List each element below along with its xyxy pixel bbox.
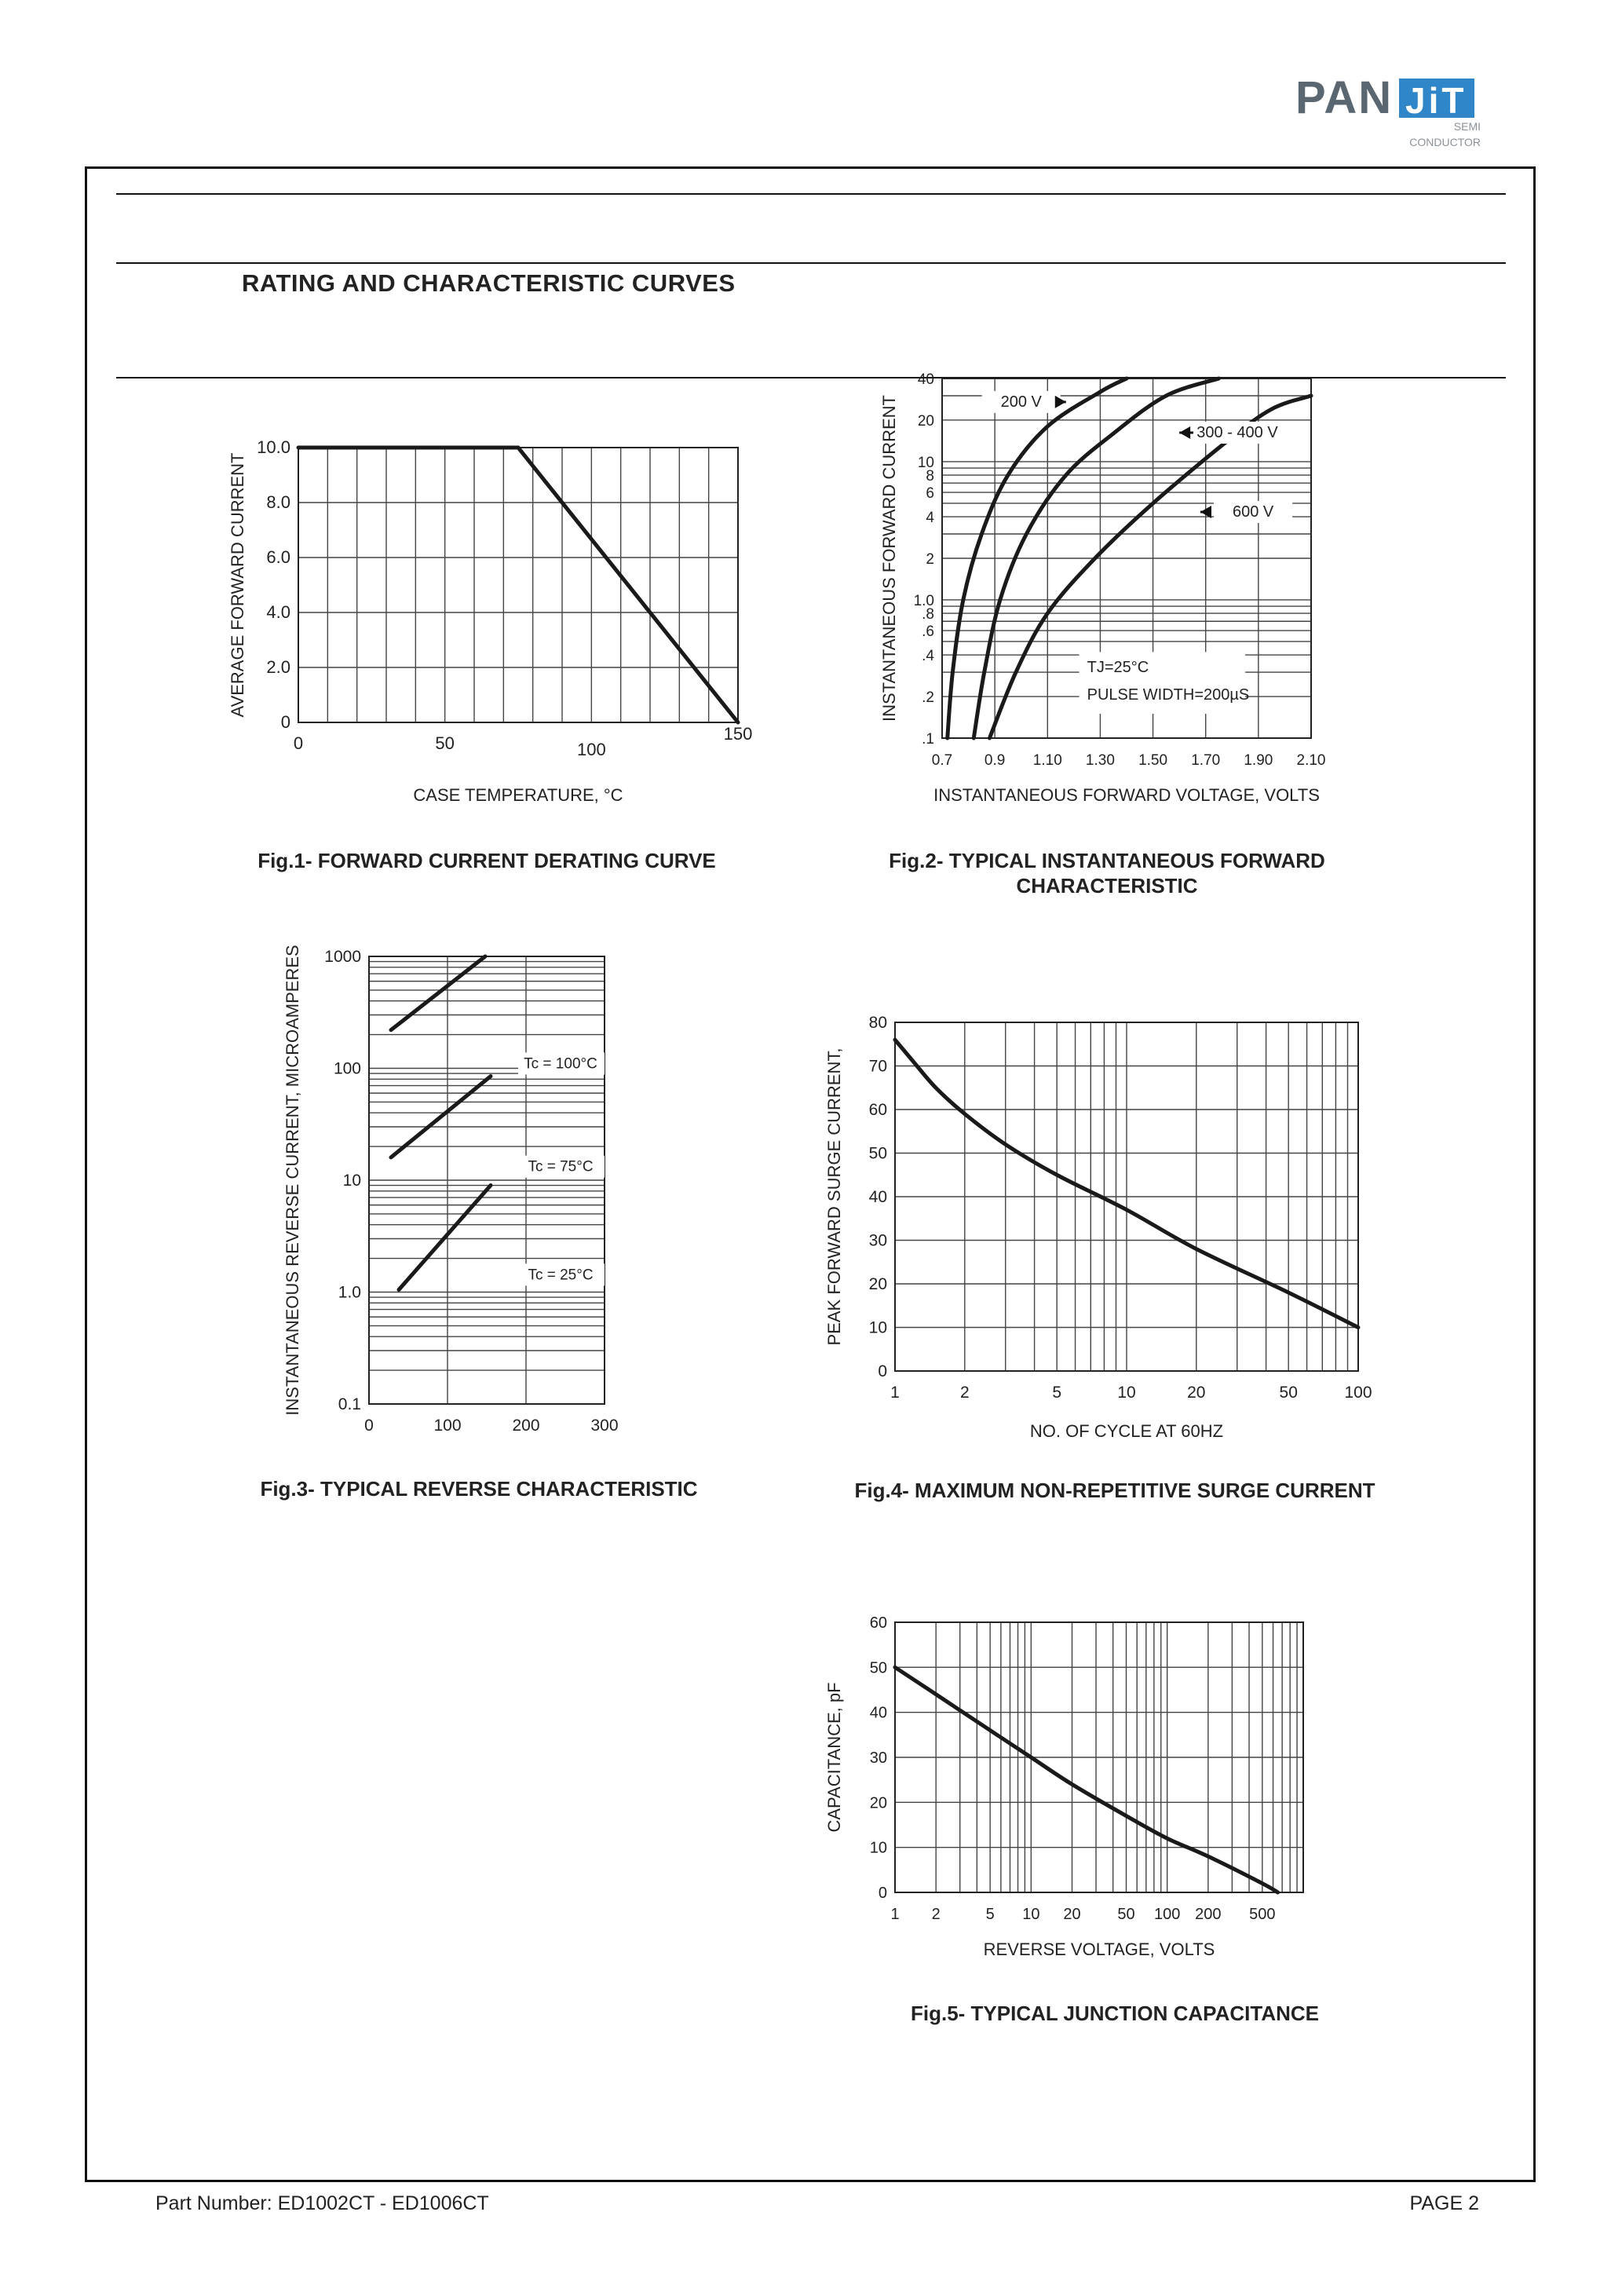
fig4-x-tick-label: 2: [959, 1384, 970, 1402]
fig2-y-tick-label: .1: [922, 731, 934, 748]
fig3-series-label-1: Tc = 100°C: [524, 1055, 597, 1073]
fig2-y-tick-label: 40: [917, 371, 934, 388]
fig2-x-tick-label: 2.10: [1296, 752, 1326, 769]
panjit-logo: [1295, 68, 1523, 154]
fig5-y-tick-label: 50: [869, 1659, 887, 1677]
fig5-x-tick-label: 20: [1063, 1906, 1081, 1923]
fig1-y-axis-label: AVERAGE FORWARD CURRENT: [228, 452, 247, 718]
fig5-y-tick-label: 0: [878, 1885, 887, 1902]
logo-jit-text: JiT: [1405, 80, 1467, 121]
fig4-y-tick-label: 80: [868, 1014, 887, 1032]
footer-page-number: PAGE 2: [1409, 2192, 1479, 2214]
fig2-x-tick-label: 1.10: [1032, 752, 1062, 769]
fig3-reverse-characteristic-chart: [267, 919, 644, 1453]
fig4-y-tick-label: 0: [878, 1362, 887, 1380]
fig4-y-tick-label: 70: [868, 1057, 887, 1076]
fig4-x-tick-label: 20: [1187, 1384, 1206, 1402]
fig4-x-tick-label: 100: [1344, 1384, 1372, 1402]
fig4-y-tick-label: 30: [868, 1231, 887, 1250]
fig3-x-tick-label: 100: [433, 1417, 462, 1435]
fig5-x-tick-label: 50: [1117, 1906, 1135, 1923]
fig3-series-line-2: [391, 1077, 491, 1157]
fig4-x-tick-label: 1: [890, 1384, 900, 1402]
fig4-y-tick-label: 20: [868, 1275, 887, 1293]
section-title: RATING AND CHARACTERISTIC CURVES: [242, 269, 736, 297]
fig3-caption: Fig.3- TYPICAL REVERSE CHARACTERISTIC: [260, 1477, 698, 1501]
logo-semi-text: SEMI: [1453, 120, 1481, 133]
fig4-y-tick-label: 40: [868, 1188, 887, 1206]
rule-middle: [116, 262, 1506, 264]
fig3-y-tick-label: 10: [342, 1172, 361, 1190]
fig1-y-tick-label: 10.0: [257, 437, 290, 457]
fig5-x-axis-label: REVERSE VOLTAGE, VOLTS: [983, 1940, 1215, 1959]
fig2-annotation-temp: TJ=25°C: [1087, 659, 1149, 677]
fig1-x-tick-label: 0: [293, 733, 304, 753]
fig2-x-tick-label: 1.30: [1085, 752, 1115, 769]
fig3-series-label-2: Tc = 75°C: [528, 1158, 594, 1175]
fig4-x-tick-label: 50: [1279, 1384, 1298, 1402]
fig5-x-tick-label: 200: [1195, 1906, 1222, 1923]
rule-top: [116, 193, 1506, 195]
fig2-series-label-3: 600 V: [1233, 503, 1274, 521]
fig1-series-line-1: [298, 448, 738, 722]
fig1-caption: Fig.1- FORWARD CURRENT DERATING CURVE: [258, 849, 716, 872]
fig5-y-tick-label: 20: [869, 1794, 887, 1812]
fig2-y-tick-label: 6: [926, 485, 934, 503]
fig4-y-tick-label: 10: [868, 1318, 887, 1337]
fig4-y-axis-label: PEAK FORWARD SURGE CURRENT,: [824, 1047, 844, 1346]
fig5-y-axis-label: CAPACITANCE, pF: [824, 1682, 844, 1833]
fig2-arrow-head: [1055, 396, 1066, 408]
fig1-x-axis-label: CASE TEMPERATURE, °C: [413, 785, 623, 805]
footer-part-number: Part Number: ED1002CT - ED1006CT: [155, 2192, 489, 2214]
fig5-x-tick-label: 5: [985, 1906, 995, 1923]
fig2-x-tick-label: 0.7: [931, 752, 953, 769]
fig2-y-tick-label: 8: [926, 468, 934, 485]
fig4-x-tick-label: 10: [1117, 1384, 1136, 1402]
fig5-junction-capacitance-chart: [816, 1594, 1350, 1994]
fig5-series-line-1: [895, 1667, 1278, 1892]
fig2-y-tick-label: .6: [922, 623, 934, 641]
fig1-y-tick-label: 4.0: [266, 602, 290, 622]
fig1-x-tick-label: 100: [576, 740, 606, 759]
fig1-y-tick-label: 8.0: [266, 492, 290, 512]
logo-conductor-text: CONDUCTOR: [1409, 136, 1481, 148]
fig1-y-tick-label: 0: [280, 712, 290, 732]
fig1-x-tick-label: 50: [435, 733, 455, 753]
fig5-x-tick-label: 1: [890, 1906, 900, 1923]
fig3-x-tick-label: 300: [590, 1417, 619, 1435]
fig4-x-tick-label: 5: [1052, 1384, 1062, 1402]
fig1-derating-chart: [188, 416, 785, 856]
fig2-x-tick-label: 1.70: [1191, 752, 1221, 769]
fig5-caption: Fig.5- TYPICAL JUNCTION CAPACITANCE: [910, 2002, 1319, 2025]
fig1-y-tick-label: 6.0: [266, 547, 290, 567]
fig3-y-tick-label: 100: [333, 1059, 361, 1078]
fig2-forward-characteristic-chart: [848, 361, 1413, 817]
fig4-y-tick-label: 50: [868, 1144, 887, 1163]
fig2-series-label-1: 200 V: [1000, 393, 1042, 411]
fig4-x-axis-label: NO. OF CYCLE AT 60HZ: [1029, 1421, 1224, 1441]
fig3-gridlines: [369, 956, 605, 1404]
fig2-caption: Fig.2- TYPICAL INSTANTANEOUS FORWARD CHARACTERISTIC: [889, 849, 1325, 898]
fig2-y-tick-label: 4: [926, 510, 934, 527]
fig2-y-tick-label: 10: [917, 454, 934, 471]
fig4-gridlines: [895, 1022, 1358, 1371]
fig3-y-axis-label: INSTANTANEOUS REVERSE CURRENT, MICROAMPERES: [283, 945, 302, 1416]
fig2-y-tick-label: .2: [922, 689, 934, 707]
fig3-series-label-3: Tc = 25°C: [528, 1267, 594, 1284]
fig2-arrow-head: [1179, 426, 1190, 439]
fig1-x-tick-label: 150: [723, 724, 753, 744]
fig5-y-tick-label: 60: [869, 1614, 887, 1632]
fig2-y-axis-label: INSTANTANEOUS FORWARD CURRENT: [879, 395, 899, 722]
fig3-x-tick-label: 0: [364, 1417, 374, 1435]
fig5-x-tick-label: 10: [1022, 1906, 1040, 1923]
fig3-series-line-3: [399, 1186, 491, 1290]
fig2-x-tick-label: 1.90: [1244, 752, 1273, 769]
fig1-y-tick-label: 2.0: [266, 657, 290, 677]
fig2-x-tick-label: 0.9: [984, 752, 1006, 769]
fig3-y-tick-label: 1000: [324, 948, 361, 966]
fig2-series-label-2: 300 - 400 V: [1196, 423, 1278, 441]
fig5-x-tick-label: 2: [931, 1906, 941, 1923]
fig1-plot-frame: [298, 448, 738, 722]
fig1-gridlines: [298, 448, 738, 722]
fig2-x-axis-label: INSTANTANEOUS FORWARD VOLTAGE, VOLTS: [933, 785, 1320, 805]
fig5-gridlines: [895, 1622, 1303, 1892]
fig5-y-tick-label: 10: [869, 1839, 887, 1857]
fig2-x-tick-label: 1.50: [1138, 752, 1168, 769]
fig2-y-tick-label: .4: [922, 648, 934, 665]
fig5-y-tick-label: 30: [869, 1749, 887, 1767]
fig5-x-tick-label: 500: [1249, 1906, 1276, 1923]
fig4-caption: Fig.4- MAXIMUM NON-REPETITIVE SURGE CURRENT: [854, 1479, 1375, 1502]
fig4-y-tick-label: 60: [868, 1101, 887, 1119]
fig4-surge-current-chart: [816, 997, 1397, 1453]
fig2-y-tick-label: 1.0: [913, 592, 934, 609]
fig3-y-tick-label: 0.1: [338, 1395, 361, 1413]
fig2-y-tick-label: .8: [922, 606, 934, 623]
fig2-annotation-pulse: PULSE WIDTH=200µS: [1087, 686, 1250, 704]
logo-pan-text: PAN: [1295, 72, 1394, 123]
fig3-y-tick-label: 1.0: [338, 1283, 361, 1302]
fig2-y-tick-label: 2: [926, 551, 934, 568]
fig3-x-tick-label: 200: [512, 1417, 540, 1435]
fig2-y-tick-label: 20: [917, 412, 934, 430]
fig5-x-tick-label: 100: [1153, 1906, 1181, 1923]
fig5-y-tick-label: 40: [869, 1704, 887, 1722]
